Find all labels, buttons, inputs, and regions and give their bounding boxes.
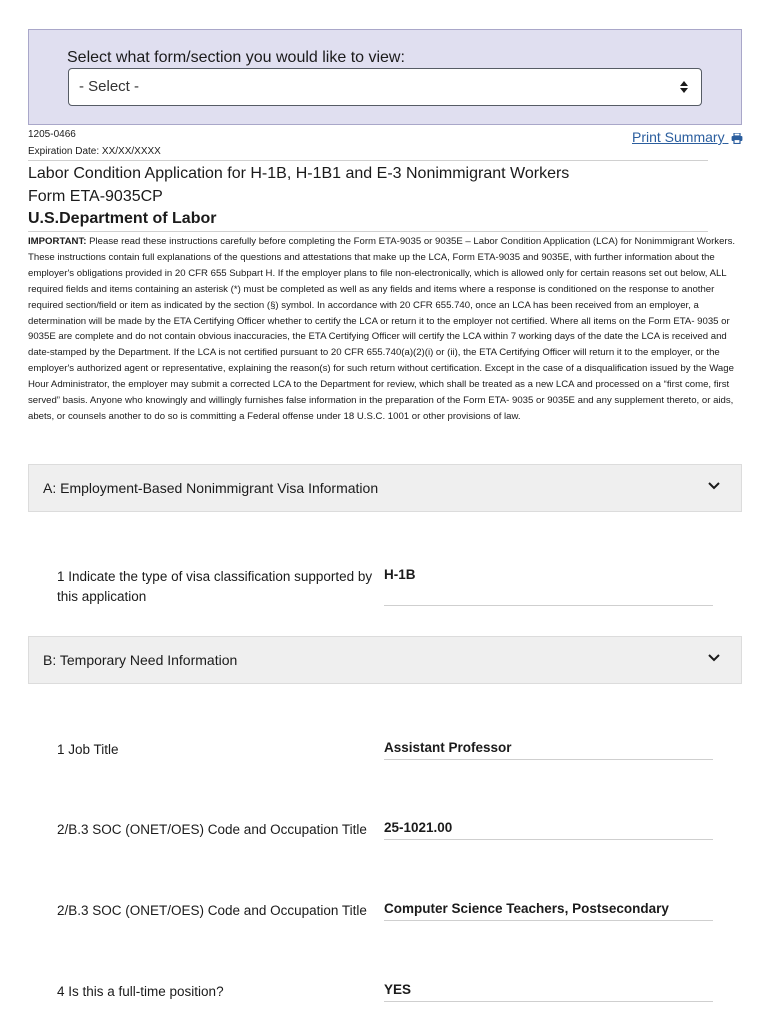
section-b-accordion[interactable] xyxy=(28,636,742,684)
field-answer: YES xyxy=(384,982,412,997)
field-question: 2/B.3 SOC (ONET/OES) Code and Occupation Title xyxy=(57,822,367,837)
field-underline xyxy=(384,605,713,606)
instructions-body: Please read these instructions carefully before completing the Form ETA-9035 or 9035E – Labor Condition Application (LCA) for Nonimmigrant Workers. These instructions contain full explanations of the questions and attestations that make up the LCA, Form ETA-9035 and 9035E, with further information about the employer's obligations provided in 20 CFR 655 Subpart H. If the employer plans to file non-electronically, which is allowed only for certain reasons set out below, ALL required fields and items containing an asterisk (*) must be completed as well as any fields and items where a response is conditioned on the response to another required section/field or item as indicated by the section (§) symbol. In accordance with 20 CFR 655.740, once an LCA has been received from an employer, a determination will be made by the ETA Certifying Officer whether to certify the LCA or return it to the employer not certified. Where all items on the Form ETA- 9035 or 9035E are complete and do not contain obvious inaccuracies, the ETA Certifying Officer will certify the LCA within 7 working days of the date the LCA is received and date-stamped by the Department. If the LCA is not certified pursuant to 20 CFR 655.740(a)(2)(i) or (ii), the ETA Certifying Officer will return it to the employer, or the employer's authorized agent or representative, explaining the reason(s) for such return without certification. Except in the case of a disqualification issued by the Wage Hour Administrator, the employer may submit a corrected LCA to the Department for review, which shall be treated as a new LCA and processed on a “first come, first served” basis. Anyone who knowingly and willingly furnishes false information in the preparation of the Form ETA- 9035 or 9035E and any supplement thereto, or aids, abets, or counsels another to do so is committing a Federal offense under 18 U.S.C. 1001 or other provisions of law. xyxy=(28,236,736,422)
field-question: 2/B.3 SOC (ONET/OES) Code and Occupation Title xyxy=(57,903,367,918)
field-answer: 25-1021.00 xyxy=(384,820,453,835)
field-underline xyxy=(384,920,713,921)
field-underline xyxy=(384,759,713,760)
print-summary-link[interactable] xyxy=(632,129,743,145)
form-section-selector xyxy=(28,29,742,125)
form-title: Labor Condition Application for H-1B, H-1B1 and E-3 Nonimmigrant Workers xyxy=(28,165,570,182)
section-b-field-3 xyxy=(57,901,713,921)
field-question: 1 Job Title xyxy=(57,742,119,757)
section-b-field-1 xyxy=(57,740,713,760)
printer-icon xyxy=(731,133,743,144)
chevron-down-icon xyxy=(707,481,721,491)
section-a-title: A: Employment-Based Nonimmigrant Visa Information xyxy=(43,480,379,496)
field-answer: Assistant Professor xyxy=(384,740,512,755)
select-value: - Select - xyxy=(79,78,140,95)
omb-number: 1205-0466 xyxy=(28,129,76,140)
field-answer: Computer Science Teachers, Postsecondary xyxy=(384,901,669,916)
field-question: 1 Indicate the type of visa classification supported by this application xyxy=(57,569,373,604)
sort-arrows-icon xyxy=(679,77,689,97)
instructions-lead: IMPORTANT: xyxy=(28,236,87,247)
field-answer: H-1B xyxy=(384,567,416,582)
section-a-field-1 xyxy=(57,567,713,607)
section-b-field-4 xyxy=(57,982,713,1002)
section-b-field-2 xyxy=(57,820,713,840)
expiration-date: Expiration Date: XX/XX/XXXX xyxy=(28,146,161,157)
section-b-title: B: Temporary Need Information xyxy=(43,652,238,668)
field-question: 4 Is this a full-time position? xyxy=(57,984,224,999)
department-name: U.S.Department of Labor xyxy=(28,210,217,227)
field-underline xyxy=(384,839,713,840)
selector-label: Select what form/section you would like to view: xyxy=(67,49,405,66)
divider xyxy=(28,231,708,232)
form-number: Form ETA-9035CP xyxy=(28,188,163,205)
section-select[interactable] xyxy=(68,68,702,106)
divider xyxy=(28,160,708,161)
field-underline xyxy=(384,1001,713,1002)
print-summary-label: Print Summary xyxy=(632,129,725,145)
section-a-accordion[interactable] xyxy=(28,464,742,512)
chevron-down-icon xyxy=(707,653,721,663)
instructions-text xyxy=(28,234,744,425)
